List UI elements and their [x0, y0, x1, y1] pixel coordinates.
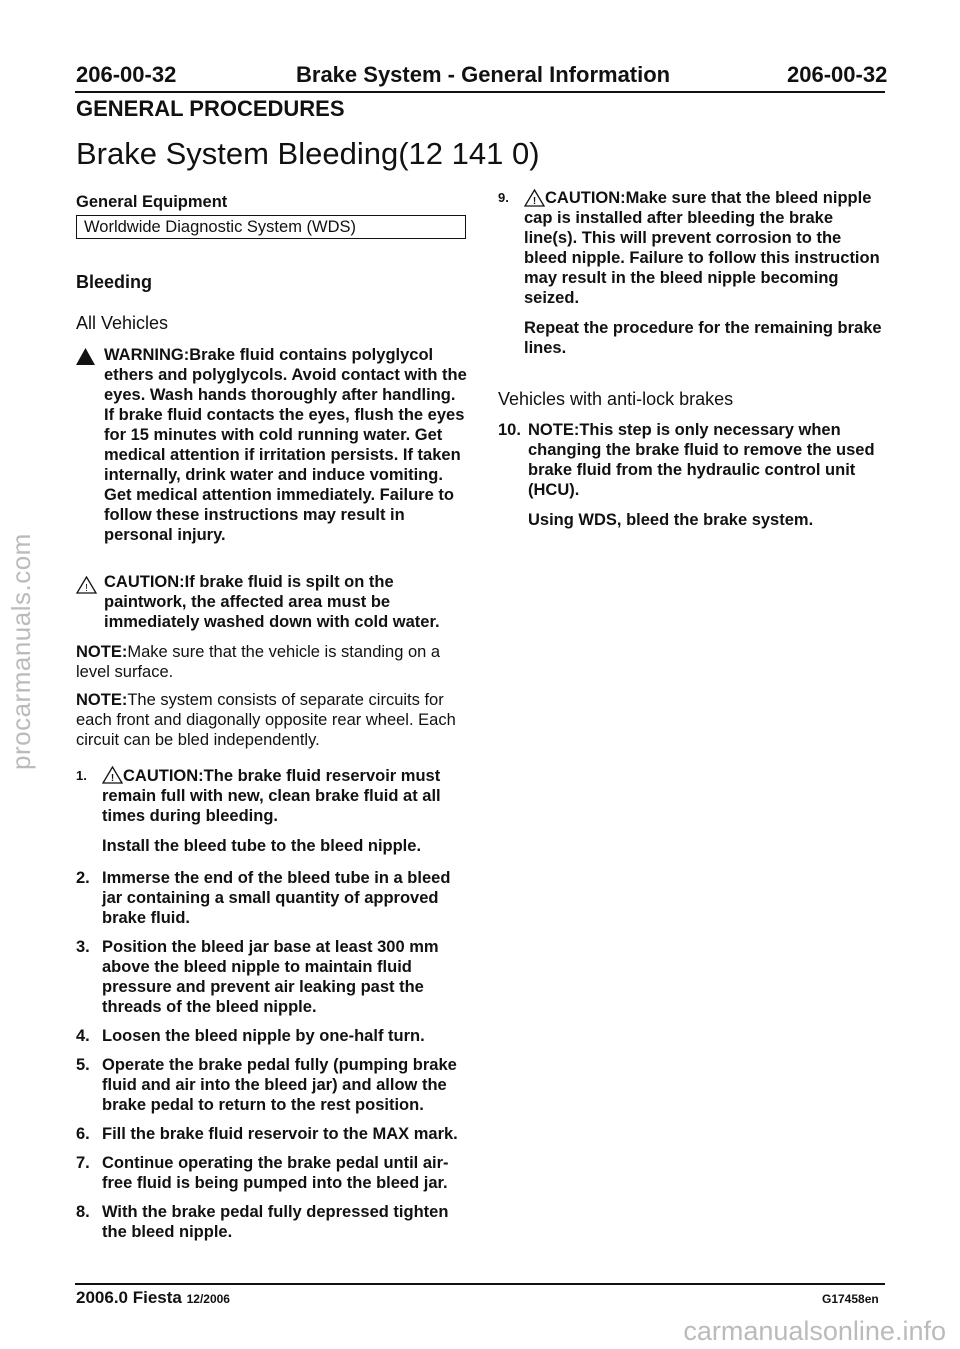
note-text: The system consists of separate circuits for each front and diagonally opposite rear wheel. Each circuit can be bled independently.	[76, 691, 456, 749]
footer-rule	[75, 1283, 885, 1285]
step-1-caution: CAUTION:The brake fluid reservoir must remain full with new, clean brake fluid at all times during bleeding.	[102, 767, 441, 825]
step-number: 9.	[498, 190, 509, 205]
side-watermark: procarmanuals.com	[6, 533, 36, 770]
step-item	[76, 868, 468, 928]
step-item	[76, 1026, 468, 1046]
header-page-number-left: 206-00-32	[76, 62, 177, 87]
all-vehicles-heading: All Vehicles	[76, 313, 169, 333]
header-title: Brake System - General Information	[296, 62, 671, 87]
abs-heading: Vehicles with anti-lock brakes	[498, 389, 734, 409]
note-text: Make sure that the vehicle is standing on a level surface.	[76, 643, 441, 681]
svg-text:!: !	[532, 196, 537, 207]
step-10-text: Using WDS, bleed the brake system.	[528, 511, 814, 529]
step-item	[76, 1153, 468, 1193]
footer-model: 2006.0 Fiesta	[76, 1288, 182, 1307]
step-number: 5.	[76, 1056, 90, 1074]
note-circuits	[76, 690, 468, 750]
caution-paint-block	[76, 572, 468, 632]
step-9	[498, 188, 888, 367]
step-text: Loosen the bleed nipple by one-half turn.	[102, 1027, 425, 1045]
step-text: Position the bleed jar base at least 300 mm above the bleed nipple to maintain fluid pressure and prevent air leaking past the threads of the bleed nipple.	[102, 938, 439, 1016]
step-item	[76, 937, 468, 1017]
step-1-text: Install the bleed tube to the bleed nipple.	[102, 837, 422, 855]
step-number: 6.	[76, 1125, 90, 1143]
step-number: 8.	[76, 1203, 90, 1221]
footer-date: 12/2006	[186, 1292, 230, 1306]
header-page-number-right: 206-00-32	[787, 62, 888, 87]
svg-text:!: !	[110, 773, 115, 784]
note-label: NOTE:	[76, 643, 128, 661]
caution-icon	[524, 189, 545, 207]
step-text: With the brake pedal fully depressed tighten the bleed nipple.	[102, 1203, 449, 1241]
caution-paint-text: CAUTION:If brake fluid is spilt on the paintwork, the affected area must be immediately washed down with cold water.	[104, 573, 440, 631]
footer-code: G17458en	[822, 1292, 879, 1306]
equipment-heading: General Equipment	[76, 193, 228, 211]
step-10	[498, 420, 888, 539]
step-number: 7.	[76, 1154, 90, 1172]
footer-model-date	[76, 1288, 230, 1308]
note-label: NOTE:	[76, 691, 128, 709]
note-level-surface	[76, 642, 468, 682]
step-number: 1.	[76, 768, 87, 783]
section-title: GENERAL PROCEDURES	[76, 96, 345, 121]
step-number: 4.	[76, 1027, 90, 1045]
warning-text: WARNING:Brake fluid contains polyglycol ethers and polyglycols. Avoid contact with the eyes. Wash hands thoroughly after handling. If brake fluid contacts the eyes, flush the eyes for 15 minutes with cold running water. Get medical attention if irritation persists. If taken internally, drink water and induce vomiting. Get medical attention immediately. Failure to follow these instructions may result in personal injury.	[104, 346, 467, 544]
step-text: Fill the brake fluid reservoir to the MAX mark.	[102, 1125, 458, 1143]
step-1	[76, 766, 468, 865]
page-title: Brake System Bleeding(12 141 0)	[76, 136, 540, 171]
steps-list	[76, 868, 468, 1251]
caution-icon	[102, 766, 123, 784]
bleeding-heading: Bleeding	[76, 272, 153, 292]
step-text: Operate the brake pedal fully (pumping brake fluid and air into the bleed jar) and allow the brake pedal to return to the rest position.	[102, 1056, 457, 1114]
svg-text:!: !	[85, 583, 88, 594]
step-9-caution: CAUTION:Make sure that the bleed nipple cap is installed after bleeding the brake line(s). This will prevent corrosion to the bleed nipple. Failure to follow this instruction may result in the bleed nipple becoming seized.	[524, 189, 880, 307]
header-rule	[75, 91, 885, 93]
step-item	[76, 1055, 468, 1115]
warning-icon	[76, 348, 95, 365]
bottom-watermark: carmanualsonline.info	[683, 1316, 946, 1346]
caution-icon	[76, 576, 97, 594]
step-text: Immerse the end of the bleed tube in a bleed jar containing a small quantity of approved brake fluid.	[102, 869, 451, 927]
step-9-text: Repeat the procedure for the remaining brake lines.	[524, 319, 882, 357]
step-text: Continue operating the brake pedal until air-free fluid is being pumped into the bleed jar.	[102, 1154, 449, 1192]
equipment-table	[76, 215, 466, 239]
step-item	[76, 1202, 468, 1242]
step-10-note: NOTE:This step is only necessary when changing the brake fluid to remove the used brake fluid from the hydraulic control unit (HCU).	[528, 421, 875, 499]
step-number: 3.	[76, 938, 90, 956]
warning-block	[76, 345, 468, 545]
step-number: 2.	[76, 869, 90, 887]
step-item	[76, 1124, 468, 1144]
step-number: 10.	[498, 421, 521, 439]
equipment-item: Worldwide Diagnostic System (WDS)	[84, 218, 357, 236]
